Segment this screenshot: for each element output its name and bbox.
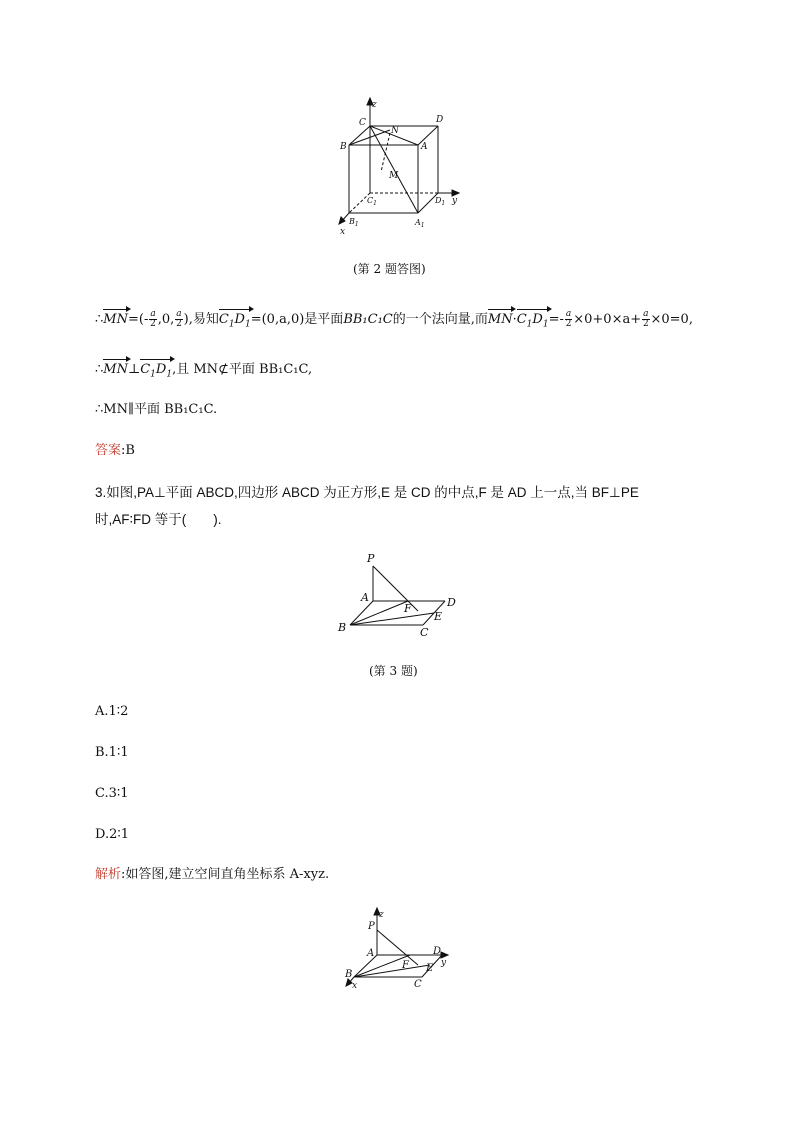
label-P: P bbox=[368, 921, 375, 932]
label-C: C bbox=[359, 118, 366, 128]
label-D: D bbox=[447, 596, 456, 609]
solution-label: 解析 bbox=[95, 867, 122, 882]
pyramid-figure bbox=[330, 548, 470, 640]
label-B: B bbox=[340, 142, 347, 152]
label-A: A bbox=[367, 948, 375, 959]
label-C: C bbox=[414, 979, 422, 990]
answer-line bbox=[95, 442, 135, 460]
question-3-line-2: 时,AF∶FD 等于( ). bbox=[95, 512, 222, 527]
label-C1: $C_1$ bbox=[367, 196, 377, 207]
label-x: x bbox=[352, 981, 358, 991]
label-A: A bbox=[361, 591, 369, 604]
label-A: A bbox=[421, 142, 428, 152]
option-a: A.1∶2 bbox=[95, 704, 129, 719]
label-E: E bbox=[434, 610, 443, 623]
option-c: C.3∶1 bbox=[95, 786, 129, 801]
answer-label: 答案 bbox=[95, 443, 122, 458]
coordinate-figure bbox=[340, 905, 460, 997]
label-y: y bbox=[441, 958, 447, 968]
option-b: B.1∶1 bbox=[95, 745, 129, 760]
label-F: F bbox=[404, 602, 412, 615]
answer-value: :B bbox=[121, 443, 135, 458]
label-A1: $A_1$ bbox=[415, 218, 425, 229]
label-y: y bbox=[452, 196, 458, 206]
option-d: D.2∶1 bbox=[95, 827, 130, 842]
label-x: x bbox=[340, 227, 346, 237]
fig2-caption: (第 2 题答图) bbox=[353, 262, 426, 276]
solution-text: :如答图,建立空间直角坐标系 A-xyz. bbox=[121, 867, 330, 882]
label-D: D bbox=[436, 115, 444, 125]
cube-figure bbox=[335, 95, 475, 240]
label-E: E bbox=[426, 963, 434, 974]
solution-step-3: ∴MN∥平面 BB₁C₁C. bbox=[95, 402, 218, 417]
fig3-caption: (第 3 题) bbox=[369, 664, 418, 678]
solution-line bbox=[95, 866, 329, 884]
label-D1: $D_1$ bbox=[435, 196, 446, 207]
label-B1: $B_1$ bbox=[349, 217, 359, 228]
label-N: N bbox=[391, 126, 399, 136]
label-B: B bbox=[345, 969, 353, 980]
label-M: M bbox=[389, 171, 399, 181]
label-z: z bbox=[379, 910, 384, 920]
label-F: F bbox=[402, 960, 409, 971]
solution-step-2: $\therefore MN\perp C_1D_1$,且 MN⊄平面 BB₁C₁C, bbox=[95, 361, 312, 384]
question-3-line-1: 3.如图,PA⊥平面 ABCD,四边形 ABCD 为正方形,E 是 CD 的中点,F 是 AD 上一点,当 BF⊥PE bbox=[95, 485, 639, 500]
label-z: z bbox=[372, 100, 377, 110]
label-C: C bbox=[420, 626, 429, 639]
label-D: D bbox=[433, 946, 442, 957]
label-P: P bbox=[367, 552, 375, 565]
label-B: B bbox=[338, 621, 347, 634]
solution-step-1: ∴MN=(- $\frac{a}{2}$ ,0, $\frac{a}{2}$ ),易知$C_1D_1=(0,a,0)$是平面BB₁C₁C的一个法向量,而$MN\cdot C_1D_1=-$ $\frac{a}{2}$ ×0+0×a+ $\frac{a}{2}$ ×0=0, bbox=[95, 310, 693, 334]
